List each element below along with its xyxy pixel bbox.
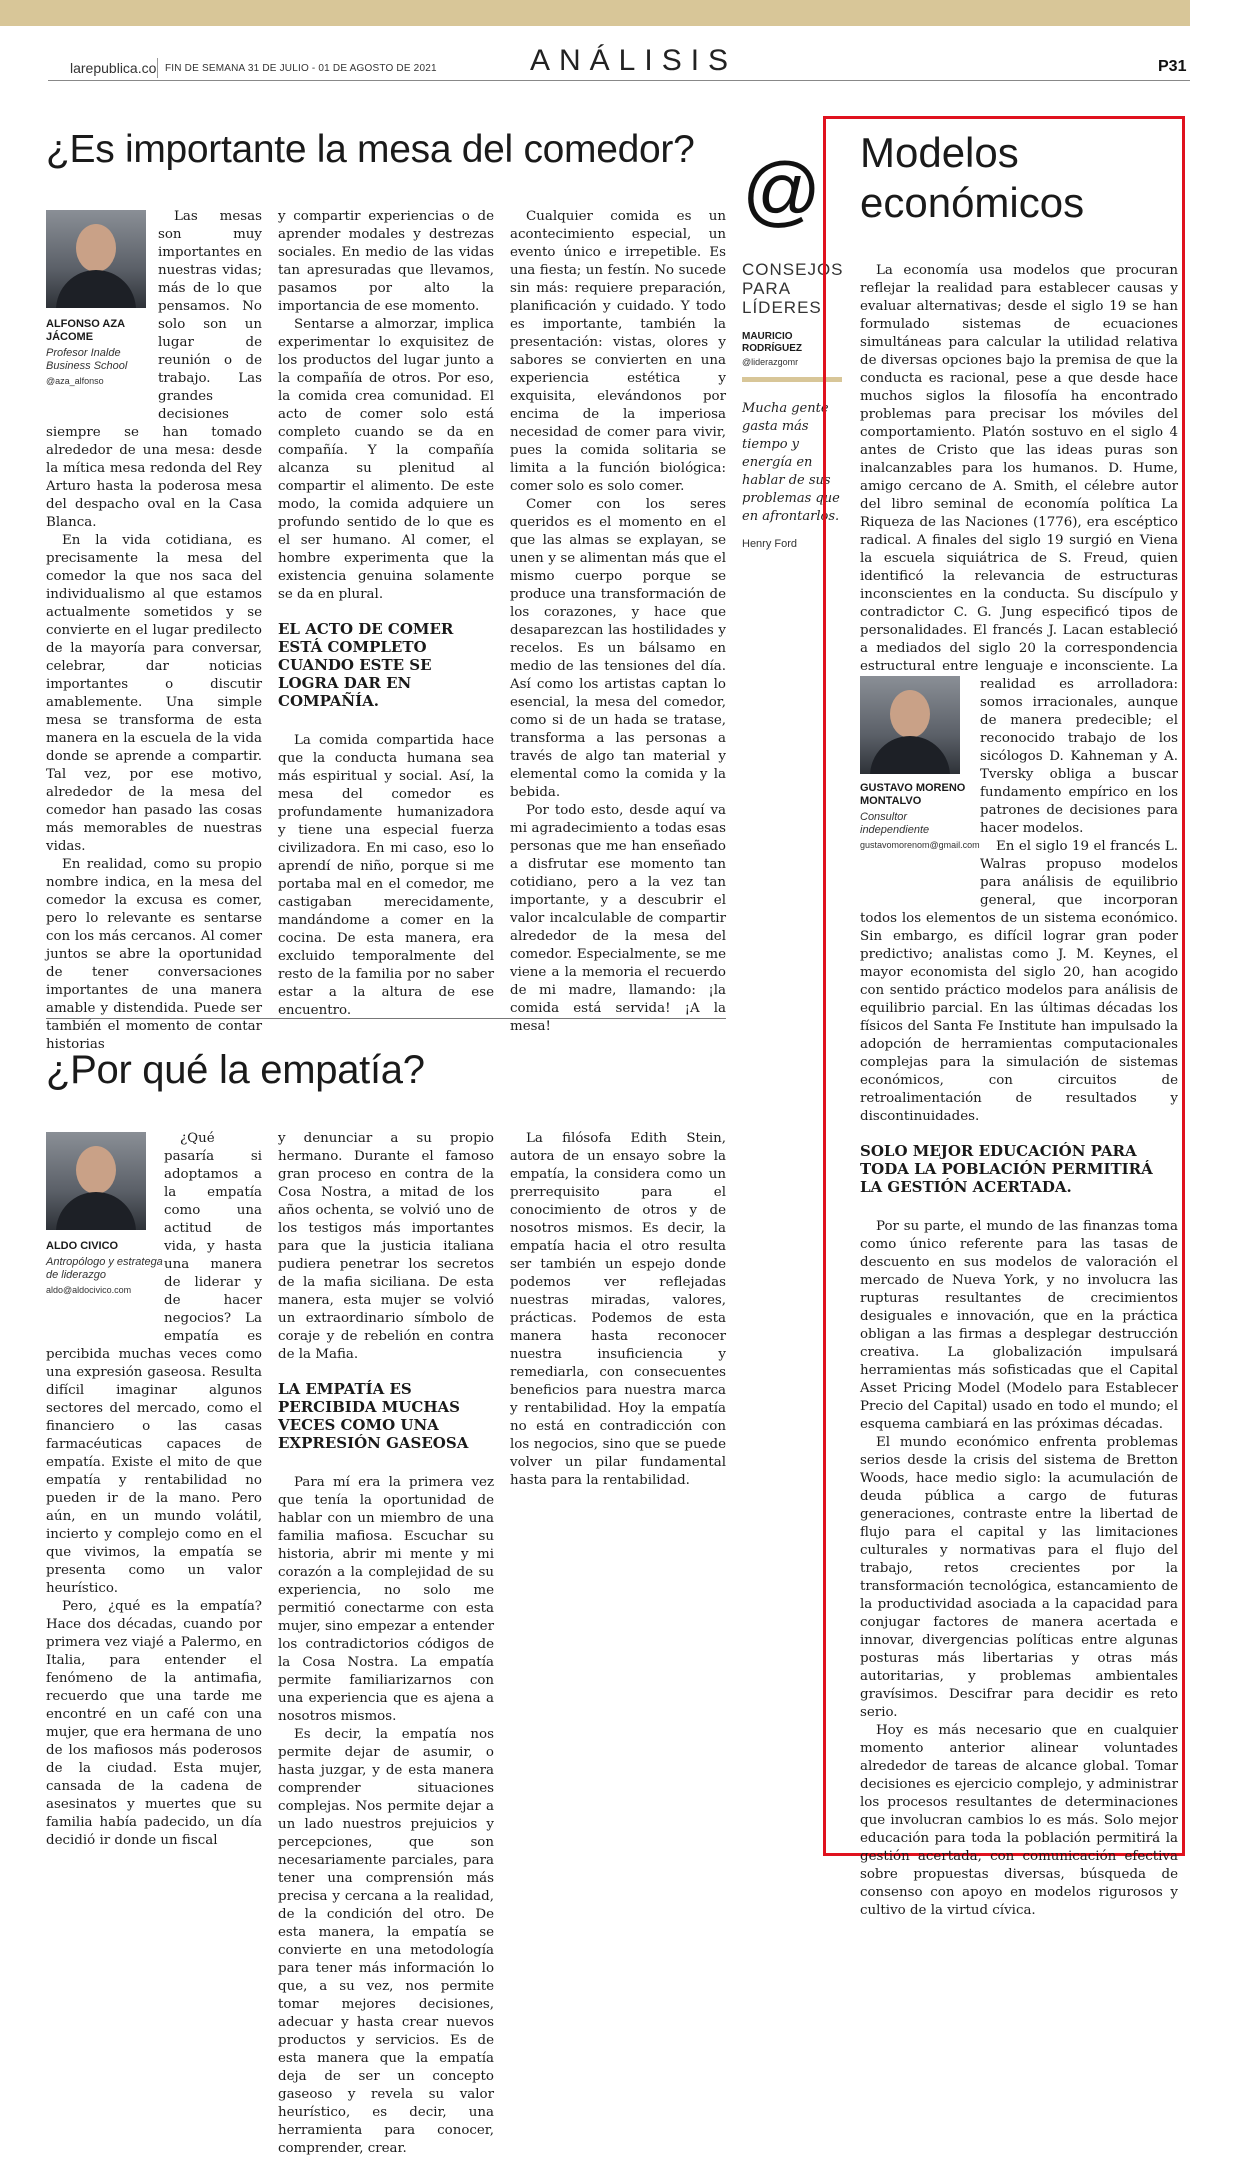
article2-subhead: LA EMPATÍA ES PERCIBIDA MUCHAS VECES COMO UNA EXPRESIÓN GASEOSA: [278, 1380, 469, 1452]
page-number: P31: [1158, 58, 1187, 75]
article3-subhead: SOLO MEJOR EDUCACIÓN PARA TODA LA POBLACIÓN PERMITIRÁ LA GESTIÓN ACERTADA.: [860, 1142, 1153, 1196]
author-role: Consultor independiente: [860, 811, 930, 836]
author-name: GUSTAVO MORENO MONTALVO: [860, 782, 966, 807]
top-color-band: [0, 0, 1190, 26]
edition-date: FIN DE SEMANA 31 DE JULIO - 01 DE AGOSTO DE 2021: [165, 63, 437, 74]
sidebar-title: CONSEJOS PARA LÍDERES: [742, 260, 844, 317]
article1-column-3: [510, 208, 726, 1036]
article3-column: [860, 262, 1178, 1920]
sidebar-quote: Mucha gente gasta más tiempo y energía en hablar de sus problemas que en afrontarlos.: [742, 401, 840, 524]
paragraph: y compartir experiencias o de aprender modales y destrezas sociales. En medio de las vidas tan apresuradas que llevamos, pasamos por alto la importancia de ese momento.: [278, 209, 494, 314]
article2-column-3: [510, 1130, 726, 1490]
paragraph: La economía usa modelos que procuran reflejar la realidad para establecer causas y evaluar alternativas; desde el siglo 19 se han formulado sistemas de ecuaciones simultáneas para calcular la utilidad relativa de diversas opciones bajo la premisa de que la conducta es racional, pese a que desde hace muchos siglos la filosofía ha encontrado problemas para precisar los móviles del comportamiento. Platón sostuvo en el siglo 4 antes de Cristo que las ideas puras son inalcanzables para los humanos. D. Hume, amigo cercano de A. Smith, el célebre autor del libro seminal de economía política La Riqueza de las Naciones (1776), era escéptico radical. A finales del siglo 19 surgió en Viena la escuela siquiátrica de S. Freud, quien identificó la relevancia de estructuras inconscientes en la conducta. Su discípulo y contradictor C. G. Jung especificó tipos de personalidades. El francés J. Lacan estableció a mediados del siglo 20 la correspondencia estructural entre lenguaje e inconsciente. La realidad es arrolladora: somos irracionales, aunque de manera predecible; el reconocido trabajo de los sicólogos D. Kahneman y A. Tversky obliga a buscar fundamento empírico en los patrones de decisiones para hacer modelos.: [860, 263, 1178, 836]
paragraph: El mundo económico enfrenta problemas serios desde la crisis del sistema de Bretton Woods, hace medio siglo: la acumulación de deuda pública a cargo de futuras generaciones, contraste entre la libertad de flujo para el capital y las limitaciones culturales y normativas para el flujo del trabajo, retos crecientes por la transformación tecnológica, estancamiento de la productividad asociada a la capacidad para conjugar factores de manera acertada e innovar, divergencias políticas entre algunas posturas más libertarias y otras más autoritarias, y problemas ambientales gravísimos. Descifrar para decidir es reto serio.: [860, 1435, 1178, 1720]
article-divider: [46, 1018, 726, 1019]
paragraph: Hoy es más necesario que en cualquier momento anterior alinear voluntades alrededor de tareas de alcance global. Tomar decisiones es ejercicio complejo, y administrar los procesos resultantes de determinaciones que involucran cambios lo es más. Solo mejor educación para toda la población permitirá la gestión acertada, con comunicación efectiva sobre propuestas diversas, búsqueda de consenso con apoyo en modelos rigurosos y cultivo de la virtud cívica.: [860, 1723, 1178, 1918]
paragraph: Las mesas son muy importantes en nuestras vidas; más de lo que pensamos. No solo son un lugar de reunión o de trabajo. Las grandes decisiones siempre se han tomado alrededor de una mesa: desde la mítica mesa redonda del Rey Arturo hasta la poderosa mesa del despacho oval en la Casa Blanca.: [46, 209, 262, 530]
header-separator: [157, 58, 158, 78]
author-role: Profesor Inalde Business School: [46, 347, 128, 372]
header-rule: [48, 80, 1190, 81]
paragraph: Es decir, la empatía nos permite dejar de asumir, o hasta juzgar, y de esta manera comprender situaciones complejas. Nos permite dejar a un lado nuestros prejuicios y percepciones, que son necesariamente parciales, para tener una comprensión más precisa y cercana a la realidad, de la condición del otro. De esta manera, la empatía se convierte en una metodología para tener más información lo que, a su vez, nos permite tomar mejores decisiones, adecuar y hasta crear nuevos productos y servicios. Es de esta manera que la empatía deja de ser un concepto gaseoso y revela su valor heurístico, es decir, una herramienta para conocer, comprender, crear.: [278, 1727, 494, 2156]
article2-title: ¿Por qué la empatía?: [46, 1048, 425, 1092]
paragraph: Pero, ¿qué es la empatía? Hace dos décadas, cuando por primera vez viajé a Palermo, en Italia, para entender el fenómeno de la antimafia, recuerdo que una tarde me encontré en un café con una mujer, que era hermana de uno de los mafiosos más poderosos de la ciudad. Esta mujer, cansada de la cadena de asesinatos y muertes que su familia había padecido, un día decidió ir donde un fiscal: [46, 1599, 262, 1848]
author-role: Antropólogo y estratega de liderazgo: [46, 1256, 163, 1281]
site-name: larepublica.co: [70, 60, 157, 76]
at-symbol: @: [742, 146, 822, 234]
author-name: ALDO CIVICO: [46, 1240, 119, 1252]
sidebar-author-handle: @liderazgomr: [742, 357, 799, 367]
section-title: ANÁLISIS: [530, 44, 738, 77]
author-handle: gustavomorenom@gmail.com: [860, 840, 980, 850]
paragraph: Comer con los seres queridos es el momento en el que las almas se explayan, se unen y se alimentan más que el mismo cuerpo porque se produce una transformación de los corazones, y hace que desaparezcan las hostilidades y recelos. Es un bálsamo en medio de las tensiones del día. Así como los artistas captan lo esencial, la mesa del comedor, como si de un hada se tratase, transforma a las personas a través de algo tan material y elemental como la comida y la bebida.: [510, 497, 726, 800]
paragraph: ¿Qué pasaría si adoptamos a la empatía como una actitud de vida, y hasta una manera de liderar y de hacer negocios? La empatía es percibida muchas veces como una expresión gaseosa. Resulta difícil imaginar algunos sectores del mercado, como el financiero o las casas farmacéuticas capaces de empatía. Existe el mito de que empatía y rentabilidad no pueden ir de la mano. Pero aún, en un mundo volátil, incierto y complejo como en el que vivimos, la empatía se presenta como un valor heurístico.: [46, 1131, 262, 1596]
article1-subhead: EL ACTO DE COMER ESTÁ COMPLETO CUANDO ESTE SE LOGRA DAR EN COMPAÑÍA.: [278, 620, 454, 710]
author-name: ALFONSO AZA JÁCOME: [46, 318, 125, 343]
paragraph: En el siglo 19 el francés L. Walras propuso modelos para análisis de equilibrio general, que incorporan todos los elementos de un sistema económico. Sin embargo, es difícil lograr gran poder predictivo; analistas como J. M. Keynes, el mayor economista del siglo 20, han acogido con sentido práctico modelos para análisis de equilibrio parcial. En las últimas décadas los físicos del Santa Fe Institute han impulsado la adopción de herramientas computacionales complejas para la simulación de sistemas económicos, con circuitos de retroalimentación de resultados y discontinuidades.: [860, 839, 1178, 1124]
author-handle: @aza_alfonso: [46, 376, 104, 386]
article2-column-2: [278, 1130, 494, 2158]
article1-column-2: [278, 208, 494, 1020]
paragraph: Cualquier comida es un acontecimiento especial, un evento único e irrepetible. Es una fiesta; un festín. No sucede sin más: requiere preparación, planificación y cuidado. Y todo es importante, también la presentación: vistas, olores y sabores se convierten en una experiencia estética y exquisita, elevándonos por encima de la imperiosa necesidad de comer para vivir, pues la comida solitaria se limita a la función biológica: comer solo es solo comer.: [510, 209, 726, 494]
paragraph: Para mí era la primera vez que tenía la oportunidad de hablar con un miembro de una familia mafiosa. Escuchar su historia, abrir mi mente y mi corazón a la complejidad de su experiencia, no solo me permitió conectarme con esta mujer, sino empezar a entender los contradictorios códigos de la Cosa Nostra. La empatía permite familiarizarnos con una experiencia que es ajena a nosotros mismos.: [278, 1475, 494, 1724]
paragraph: Por todo esto, desde aquí va mi agradecimiento a todas esas personas que me han enseñado a disfrutar ese momento tan cotidiano, pero a la vez tan importante, y a descubrir el valor incalculable de compartir alrededor de la mesa del comedor. Especialmente, se me viene a la memoria el recuerdo de mi madre, llamando: ¡la comida está servida! ¡A la mesa!: [510, 803, 726, 1034]
article3-title: Modelos económicos: [860, 129, 1085, 226]
paragraph: La comida compartida hace que la conducta humana sea más espiritual y social. Así, la mesa del comedor es profundamente humanizadora y tiene una especial fuerza civilizadora. En mi caso, eso lo aprendí de niño, porque si me portaba mal en el comedor, me castigaban merecidamente, mandándome a comer en la cocina. De esta manera, era excluido temporalmente del resto de la familia por no saber estar a la altura de ese encuentro.: [278, 733, 494, 1018]
paragraph: Sentarse a almorzar, implica experimentar lo exquisitez de los productos del lugar junto a la compañía de otros. Por eso, la comida crea comunidad. El acto de comer solo está completo cuando se da en compañía. Y la compañía alcanza su plenitud al compartir el alimento. De este modo, la comida adquiere un profundo sentido de lo que es el ser humano. Al comer, el hombre experimenta que la existencia genuina solamente se da en plural.: [278, 317, 494, 602]
sidebar-author-name: MAURICIO RODRÍGUEZ: [742, 331, 802, 354]
paragraph: La filósofa Edith Stein, autora de un ensayo sobre la empatía, la considera como un prerrequisito para el conocimiento de otros y de nosotros mismos. Es decir, la empatía hacia el otro resulta ser también un espejo donde podemos ver reflejadas nuestras miradas, valores, prácticas. Podemos de esta manera hasta reconocer nuestra insuficiencia y remediarla, con consecuentes beneficios para nuestra marca y rentabilidad. Hoy la empatía no está en contradicción con los negocios, sino que se puede volver un pilar fundamental hasta para la rentabilidad.: [510, 1131, 726, 1488]
paragraph: En la vida cotidiana, es precisamente la mesa del comedor la que nos saca del individualismo al que estamos actualmente sometidos y se convierte en el lugar predilecto de la mayoría para conversar, celebrar, dar noticias importantes o discutir amablemente. Una simple mesa se transforma de esta manera en la escuela de la vida donde se aprende a compartir. Tal vez, por ese motivo, alrededor de la mesa del comedor han pasado las cosas más memorables de nuestras vidas.: [46, 533, 262, 854]
article2-column-1: [46, 1130, 262, 1850]
article1-title: ¿Es importante la mesa del comedor?: [46, 128, 695, 171]
article1-column-1: [46, 208, 262, 1054]
sidebar-quote-author: Henry Ford: [742, 538, 798, 550]
author-handle: aldo@aldocivico.com: [46, 1285, 132, 1295]
paragraph: En realidad, como su propio nombre indica, en la mesa del comedor la excusa es comer, pero lo relevante es sentarse con los más cercanos. Al comer juntos se abre la oportunidad de tener conversaciones importantes de una manera amable y distendida. Puede ser también el momento de contar historias: [46, 857, 262, 1052]
paragraph: Por su parte, el mundo de las finanzas toma como único referente para las tasas de descuento en sus modelos de valoración el mercado de Nueva York, y no involucra las rupturas resultantes de crecimientos desiguales e innovación, que en la práctica obligan a las firmas a desplegar destrucción creativa. La globalización impulsará herramientas más sofisticadas que el Capital Asset Pricing Model (Modelo para Establecer Precio del Capital) usado en todo el mundo; el esquema cambiará en las próximas décadas.: [860, 1219, 1178, 1432]
paragraph: y denunciar a su propio hermano. Durante el famoso gran proceso en contra de la Cosa Nostra, a mitad de los años ochenta, se volvió uno de los testigos más importantes para que la justicia italiana pudiera penetrar los secretos de la mafia siciliana. De esta manera, esta mujer se volvió un extraordinario símbolo de coraje y de rebelión en contra de la Mafia.: [278, 1131, 494, 1362]
